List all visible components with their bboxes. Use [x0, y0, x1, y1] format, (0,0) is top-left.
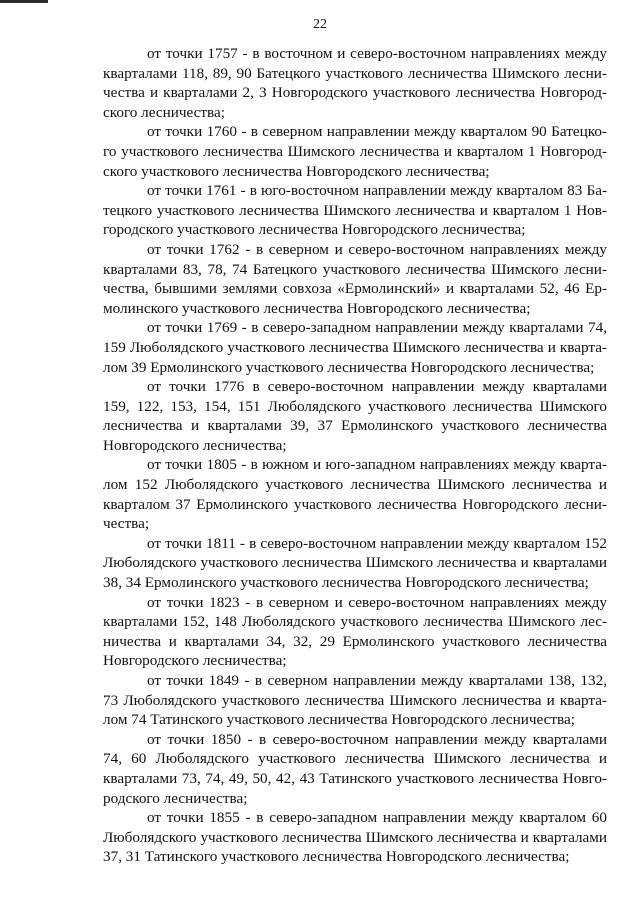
paragraph-line: 73 Люболядского участкового лесничества Шимского лесничества и кварта- — [103, 691, 607, 709]
paragraph-line: лом 74 Татинского участкового лесничества Новгородского лесничества; — [103, 711, 575, 729]
paragraph-line: от точки 1776 в северо-восточном направлении между кварталами — [147, 378, 607, 396]
paragraph-line: ского лесничества; — [103, 103, 225, 121]
paragraph-line: молинского участкового лесничества Новгородского лесничества; — [103, 299, 531, 317]
paragraph — [103, 808, 607, 867]
paragraph-line: ничества и кварталами 34, 32, 29 Ермолинского участкового лесничества — [103, 632, 607, 650]
paragraph-line: от точки 1855 - в северо-западном направлении между кварталом 60 — [147, 809, 607, 827]
paragraph-line: от точки 1849 - в северном направлении между кварталами 138, 132, — [147, 672, 607, 689]
paragraph-line: Люболядского участкового лесничества Шимского лесничества и кварталами — [103, 828, 607, 846]
paragraph-line: ского участкового лесничества Новгородского лесничества; — [103, 162, 490, 180]
paragraph-line: го участкового лесничества Шимского лесничества и кварталом 1 Новгород- — [103, 142, 607, 160]
paragraph-line: кварталами 83, 78, 74 Батецкого участкового лесничества Шимского лесни- — [103, 260, 607, 278]
paragraph-line: Новгородского лесничества; — [103, 652, 287, 670]
paragraph — [103, 318, 607, 377]
paragraph — [103, 122, 607, 181]
paragraph-line: чества и кварталами 2, 3 Новгородского участкового лесничества Новгород- — [103, 84, 607, 102]
paragraph-line: городского участкового лесничества Новгородского лесничества; — [103, 221, 526, 239]
paragraph-line: кварталами 152, 148 Люболядского участкового лесничества Шимского лес- — [103, 613, 607, 631]
paragraph-line: кварталами 73, 74, 49, 50, 42, 43 Татинского участкового лесничества Новго- — [103, 769, 607, 787]
paragraph — [103, 44, 607, 122]
paragraph-line: от точки 1823 - в северном и северо-восточном направлениях между — [147, 593, 607, 611]
paragraph — [103, 240, 607, 318]
document-body — [103, 44, 607, 867]
paragraph-line: лом 39 Ермолинского участкового лесничества Новгородского лесничества; — [103, 358, 595, 376]
paragraph-line: от точки 1760 - в северном направлении между кварталом 90 Батецко- — [147, 123, 607, 141]
paragraph-line: кварталами 118, 89, 90 Батецкого участкового лесничества Шимского лесни- — [103, 64, 607, 82]
paragraph-line: лесничества и кварталами 39, 37 Ермолинского участкового лесничества — [103, 417, 607, 435]
paragraph — [103, 671, 607, 730]
paragraph-line: от точки 1757 - в восточном и северо-восточном направлениях между — [147, 45, 607, 62]
paragraph-line: 37, 31 Татинского участкового лесничества Новгородского лесничества; — [103, 848, 570, 866]
corner-scan-mark — [0, 0, 48, 3]
paragraph-line: 159 Люболядского участкового лесничества Шимского лесничества и кварта- — [103, 338, 607, 356]
page-number: 22 — [313, 17, 327, 32]
paragraph-line: чества; — [103, 515, 150, 533]
paragraph-line: от точки 1762 - в северном и северо-восточном направлениях между — [147, 240, 607, 258]
paragraph-line: лом 152 Люболядского участкового лесничества Шимского лесничества и — [103, 476, 607, 494]
paragraph — [103, 730, 607, 808]
paragraph-line: родского лесничества; — [103, 789, 248, 807]
paragraph — [103, 593, 607, 671]
paragraph-line: от точки 1769 - в северо-западном направлении между кварталами 74, — [147, 319, 607, 337]
paragraph-line: от точки 1805 - в южном и юго-западном направлениях между кварта- — [147, 456, 607, 474]
paragraph-line: Новгородского лесничества; — [103, 436, 287, 454]
paragraph-line: кварталом 37 Ермолинского участкового лесничества Новгородского лесни- — [103, 495, 607, 513]
paragraph-line: 74, 60 Люболядского участкового лесничества Шимского лесничества и — [103, 750, 607, 768]
paragraph — [103, 181, 607, 240]
paragraph-line: 38, 34 Ермолинского участкового лесничества Новгородского лесничества; — [103, 574, 589, 592]
paragraph-line: 159, 122, 153, 154, 151 Люболядского участкового лесничества Шимского — [103, 397, 607, 415]
paragraph-line: чества, бывшими землями совхоза «Ермолинский» и кварталами 52, 46 Ер- — [103, 280, 607, 298]
paragraph-line: от точки 1811 - в северо-восточном направлении между кварталом 152 — [147, 534, 607, 552]
paragraph — [103, 377, 607, 455]
paragraph-line: от точки 1761 - в юго-восточном направлении между кварталом 83 Ба- — [147, 182, 607, 200]
paragraph — [103, 455, 607, 533]
paragraph-line: от точки 1850 - в северо-восточном направлении между кварталами — [147, 730, 607, 748]
paragraph-line: Люболядского участкового лесничества Шимского лесничества и кварталами — [103, 554, 607, 572]
paragraph — [103, 534, 607, 593]
paragraph-line: тецкого участкового лесничества Шимского лесничества и кварталом 1 Нов- — [103, 201, 607, 219]
